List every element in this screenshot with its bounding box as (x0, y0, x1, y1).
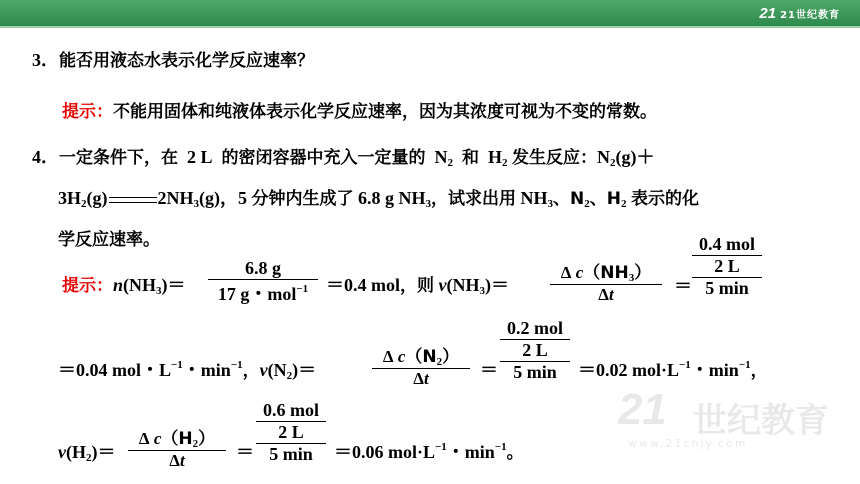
math-text: Δ (598, 285, 609, 304)
q4-formula: (g) (86, 188, 108, 208)
math-text: (NH (446, 275, 480, 295)
q4-text: 学反应速率。 (58, 230, 160, 250)
solution-result-2 (578, 356, 768, 382)
math-symbol: n (113, 275, 124, 295)
brand-logo (759, 3, 840, 23)
math-text: （N (405, 347, 437, 367)
question-text: 能否用液态水表示化学反应速率？ (59, 51, 314, 71)
math-symbol: t (423, 369, 429, 388)
compound-fraction-n2 (500, 318, 570, 383)
question-number: 4． (32, 147, 59, 167)
superscript: −1 (435, 441, 447, 453)
header-divider (0, 26, 860, 28)
q4-formula: (g)＋ (615, 147, 655, 167)
subscript: 2 (81, 198, 87, 210)
equals-sign: ＝ (236, 442, 254, 462)
fraction-rate-nh3 (550, 258, 662, 305)
subscript: 2 (286, 370, 293, 382)
fraction-denominator (372, 368, 470, 389)
q4-text: 和 (462, 148, 480, 168)
subscript: 2 (192, 438, 199, 450)
question-4-line-1 (32, 143, 655, 169)
fraction-denominator: 5 min (500, 361, 570, 383)
fraction-numerator: 0.4 mol (699, 234, 755, 254)
math-symbol: c (575, 263, 584, 282)
q4-text: ，试求出用 (431, 189, 517, 209)
solution-result-1 (326, 271, 509, 297)
superscript: −1 (171, 359, 183, 371)
subscript: 2 (502, 157, 508, 169)
math-text: )＝ (161, 275, 186, 295)
math-symbol: t (179, 451, 185, 470)
math-text: ＝0.04 mol・L (58, 360, 172, 380)
superscript: −1 (494, 441, 507, 453)
q4-formula: 、N (553, 189, 585, 209)
hint-text: 不能用固体和纯液体表示化学反应速率，因为其浓度可视为不变的常数。 (113, 102, 657, 122)
math-text: ， (242, 361, 260, 381)
q4-formula: 、H (589, 189, 621, 209)
subscript: 2 (620, 198, 627, 210)
watermark-text: 世纪教育 (693, 401, 829, 441)
q4-formula: 2NH (157, 188, 194, 208)
fraction-middle: 2 L (500, 339, 570, 361)
q4-text: 表示的化 (630, 189, 699, 209)
compound-fraction-h2 (256, 400, 326, 465)
question-3 (32, 46, 314, 72)
compound-fraction-nh3 (692, 234, 762, 299)
q4-text: 发生反应： (512, 148, 598, 168)
subscript: 3 (193, 198, 200, 210)
math-text: ， (750, 361, 768, 381)
header-bar (0, 0, 860, 26)
math-symbol: v (438, 275, 447, 295)
fraction-numerator: 0.2 mol (507, 318, 563, 338)
fraction-numerator (550, 258, 662, 284)
q4-formula: H (488, 147, 503, 167)
math-text: )＝ (292, 360, 317, 380)
equilibrium-arrow (109, 197, 157, 203)
subscript: 2 (610, 157, 616, 169)
math-symbol: c (153, 429, 162, 448)
logo-text: 21世纪教育 (780, 9, 840, 21)
question-number: 3． (32, 50, 59, 70)
logo-mark: 21 (759, 4, 777, 22)
watermark-number: 21 (618, 385, 667, 434)
watermark-url: www.21cnjy.com (628, 437, 748, 450)
subscript: 2 (447, 157, 454, 169)
math-text: Δ (560, 263, 572, 282)
math-symbol: v (259, 360, 268, 380)
subscript: 3 (628, 272, 635, 284)
fraction-rate-n2 (372, 342, 470, 389)
math-text: ＝0.06 mol·L (334, 442, 436, 462)
math-text: Δ (169, 451, 180, 470)
question-4-line-2 (58, 184, 699, 210)
q4-formula: N (434, 147, 448, 167)
fraction-denominator: 5 min (256, 443, 326, 465)
math-text: ・min (690, 360, 739, 380)
solution-line-2 (58, 356, 316, 382)
q4-formula: NH (520, 188, 548, 208)
math-text: (N (267, 360, 287, 380)
hint-3 (62, 97, 657, 122)
math-text: 。 (506, 443, 524, 463)
fraction-denominator (550, 284, 662, 305)
question-4-line-3 (58, 225, 160, 250)
subscript: 2 (86, 452, 92, 464)
solution-line-3 (58, 438, 116, 464)
q4-formula: N (597, 147, 611, 167)
hint-label: 提示： (62, 276, 113, 296)
superscript: −1 (738, 359, 751, 371)
q4-text: 的密闭容器中充入一定量的 (221, 148, 426, 168)
superscript: −1 (296, 283, 309, 295)
watermark-logo (548, 385, 848, 455)
q4-formula: 6.8 g NH (358, 188, 426, 208)
fraction-numerator: 0.6 mol (263, 400, 319, 420)
math-text: ） (634, 263, 652, 283)
equals-sign: ＝ (674, 276, 692, 296)
q4-volume: 2 L (187, 147, 213, 167)
math-symbol: t (608, 285, 614, 304)
fraction-denominator: 5 min (692, 277, 762, 299)
math-text: Δ (413, 369, 424, 388)
subscript: 3 (479, 285, 485, 297)
superscript: −1 (679, 359, 691, 371)
math-text: )＝ (485, 275, 509, 295)
subscript: 3 (156, 285, 162, 297)
solution-result-3 (334, 438, 524, 464)
superscript: −1 (230, 359, 243, 371)
hint-label: 提示： (62, 102, 113, 122)
math-text: ） (442, 347, 460, 367)
math-symbol: c (397, 347, 406, 366)
math-text: )＝ (91, 442, 116, 462)
fraction-rate-h2 (128, 424, 226, 471)
fraction-moles (208, 258, 318, 306)
subscript: 3 (425, 198, 432, 210)
math-text: (H (66, 442, 86, 462)
q4-formula: 3H (58, 188, 82, 208)
fraction-middle: 2 L (692, 255, 762, 277)
math-text: ・min (182, 360, 231, 380)
equals-sign: ＝ (480, 360, 498, 380)
math-text: ・min (446, 442, 495, 462)
math-text: （NH (583, 263, 629, 283)
fraction-numerator: 6.8 g (245, 258, 281, 278)
fraction-middle: 2 L (256, 421, 326, 443)
fraction-denominator (208, 279, 318, 306)
fraction-numerator (372, 342, 470, 368)
math-text: （H (161, 429, 193, 449)
math-text: Δ (138, 429, 150, 448)
subscript: 3 (547, 198, 554, 210)
math-text: ） (198, 429, 216, 449)
subscript: 2 (584, 198, 590, 210)
q4-text: 分钟内生成了 (251, 189, 354, 209)
math-text: ，则 (400, 276, 434, 296)
fraction-denominator (128, 450, 226, 471)
math-text: (NH (123, 275, 157, 295)
q4-formula: (g)，5 (199, 188, 248, 208)
math-text: Δ (382, 347, 394, 366)
math-symbol: v (58, 442, 66, 462)
fraction-numerator (128, 424, 226, 450)
math-text: ＝0.4 mol (326, 275, 400, 295)
subscript: 2 (436, 356, 443, 368)
solution-line-1 (62, 271, 186, 297)
math-text: ＝0.02 mol·L (578, 360, 680, 380)
math-text: 17 g・mol (217, 284, 297, 304)
q4-text: 一定条件下，在 (59, 148, 178, 168)
